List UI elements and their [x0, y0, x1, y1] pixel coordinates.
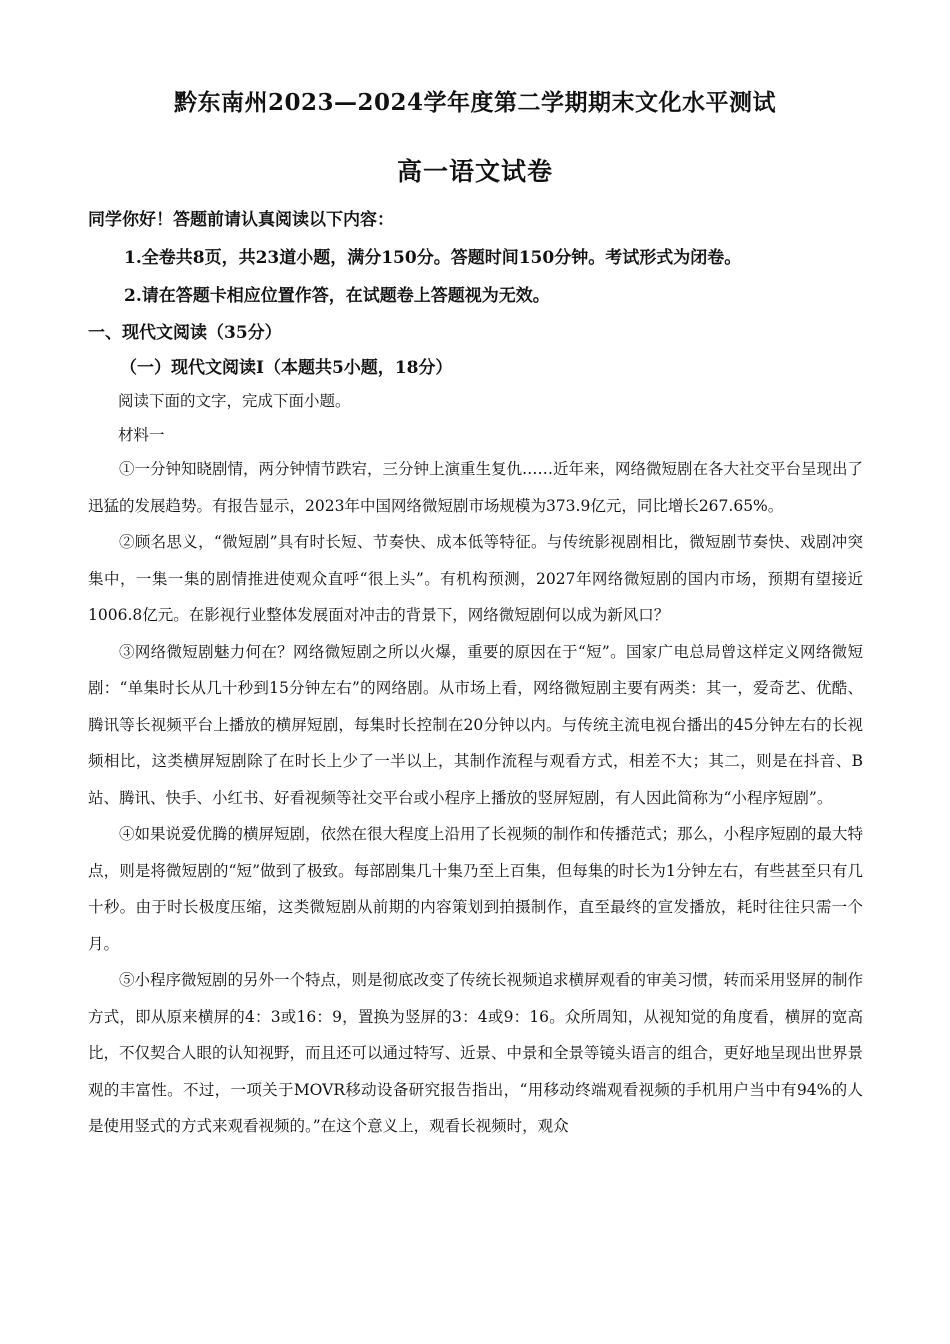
notice-greeting: 同学你好！答题前请认真阅读以下内容：	[88, 210, 394, 230]
subsection-heading: （一）现代文阅读Ⅰ（本题共5小题，18分）	[120, 358, 453, 378]
exam-subtitle: 高一语文试卷	[396, 157, 553, 186]
passage-body	[88, 451, 863, 1145]
material-label: 材料一	[118, 426, 165, 444]
paragraph-3: ③网络微短剧魅力何在？网络微短剧之所以火爆，重要的原因在于“短”。国家广电总局曾这样定义网络微短剧：“单集时长从几十秒到15分钟左右”的网络剧。从市场上看，网络微短剧主要有两类：其一，爱奇艺、优酷、腾讯等长视频平台上播放的横屏短剧，每集时长控制在20分钟以内。与传统主流电视台播出的45分钟左右的长视频相比，这类横屏短剧除了在时长上少了一半以上，其制作流程与观看方式，相差不大；其二，则是在抖音、B站、腾讯、快手、小红书、好看视频等社交平台或小程序上播放的竖屏短剧，有人因此简称为“小程序短剧”。	[88, 642, 863, 807]
notice-item-1: 1.全卷共8页，共23道小题，满分150分。答题时间150分钟。考试形式为闭卷。	[124, 248, 742, 268]
paragraph-5: ⑤小程序微短剧的另外一个特点，则是彻底改变了传统长视频追求横屏观看的审美习惯，转而采用竖屏的制作方式，即从原来横屏的4：3或16：9，置换为竖屏的3：4或9：16。众所周知，从视知觉的角度看，横屏的宽高比，不仅契合人眼的认知视野，而且还可以通过特写、近景、中景和全景等镜头语言的组合，更好地呈现出世界景观的丰富性。不过，一项关于MOVR移动设备研究报告指出，“用移动终端观看视频的手机用户当中有94%的人是使用竖式的方式来观看视频的。”在这个意义上，观看长视频时，观众	[88, 971, 864, 1135]
exam-title: 黔东南州2023—2024学年度第二学期期末文化水平测试	[173, 89, 777, 116]
section-heading: 一、现代文阅读（35分）	[88, 323, 282, 343]
paragraph-1: ①一分钟知晓剧情，两分钟情节跌宕，三分钟上演重生复仇……近年来，网络微短剧在各大社交平台呈现出了迅猛的发展趋势。有报告显示，2023年中国网络微短剧市场规模为373.9亿元，同比增长267.65%。	[88, 460, 864, 515]
paragraph-4: ④如果说爱优腾的横屏短剧，依然在很大程度上沿用了长视频的制作和传播范式；那么，小程序短剧的最大特点，则是将微短剧的“短”做到了极致。每部剧集几十集乃至上百集，但每集的时长为1分钟左右，有些甚至只有几十秒。由于时长极度压缩，这类微短剧从前期的内容策划到拍摄制作，直至最终的宣发播放，耗时往往只需一个月。	[88, 825, 864, 953]
paragraph-2: ②顾名思义，“微短剧”具有时长短、节奏快、成本低等特征。与传统影视剧相比，微短剧节奏快、戏剧冲突集中，一集一集的剧情推进使观众直呼“很上头”。有机构预测，2027年网络微短剧的国内市场，预期有望接近1006.8亿元。在影视行业整体发展面对冲击的背景下，网络微短剧何以成为新风口？	[88, 533, 863, 624]
notice-item-2: 2.请在答题卡相应位置作答，在试题卷上答题视为无效。	[124, 286, 550, 306]
reading-instruction: 阅读下面的文字，完成下面小题。	[118, 392, 351, 410]
